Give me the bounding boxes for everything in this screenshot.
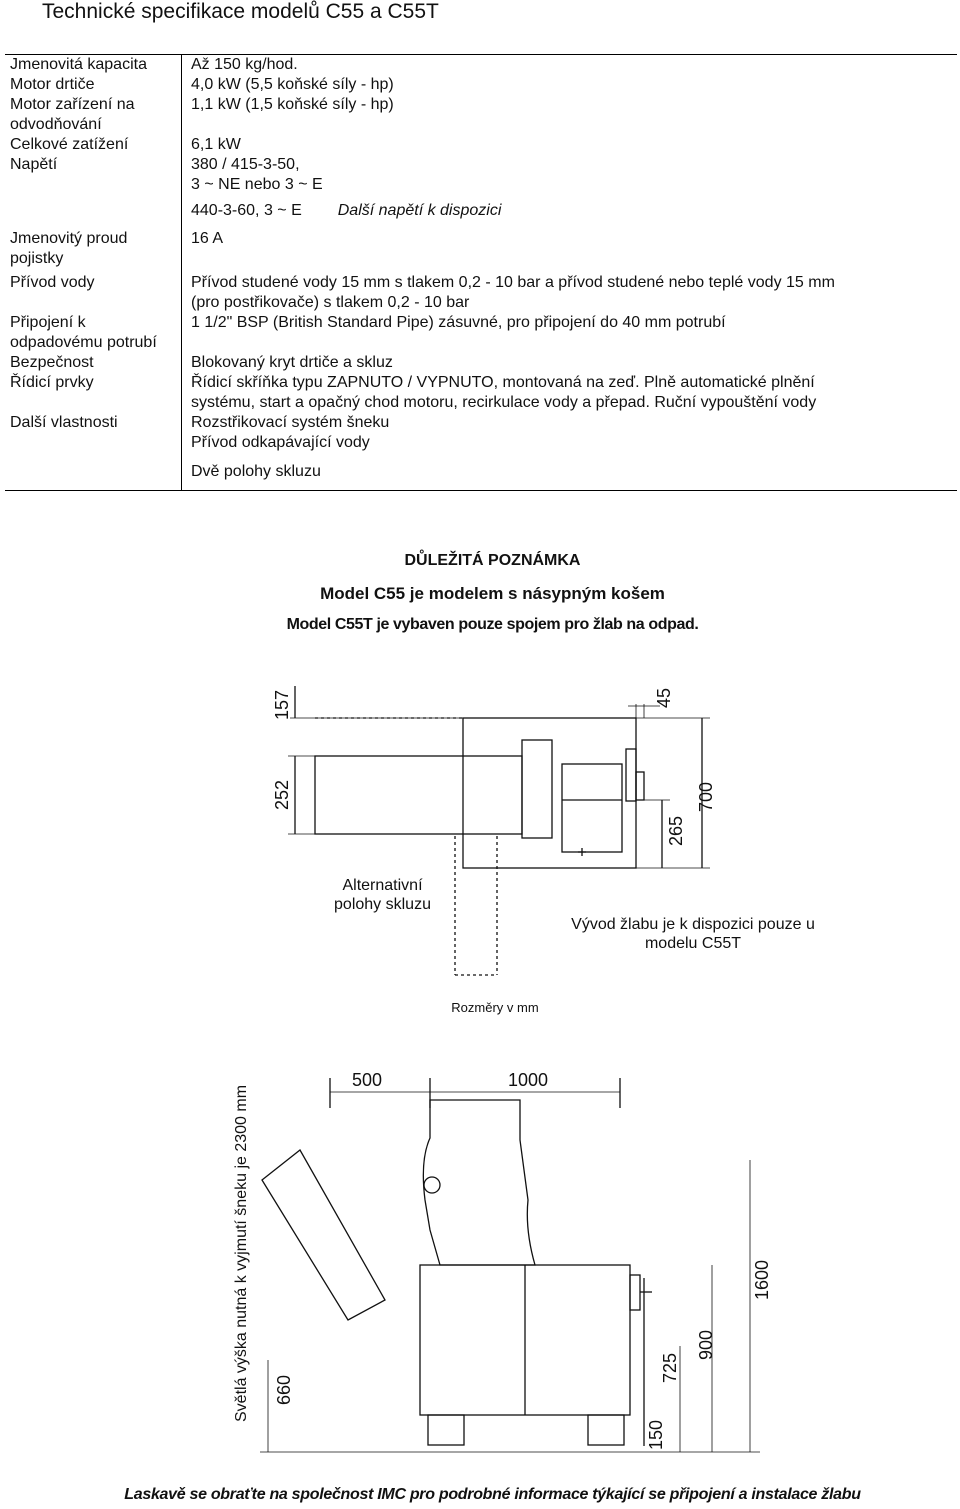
spec-value-line: Řídicí skříňka typu ZAPNUTO / VYPNUTO, montovaná na zeď. Plně automatické plnění	[191, 374, 815, 391]
spec-value-line: Přívod odkapávající vody	[191, 434, 370, 451]
spec-value-line: Blokovaný kryt drtiče a skluz	[191, 354, 393, 371]
side-view-drawing	[260, 1078, 760, 1452]
spec-label: Řídicí prvky	[10, 374, 94, 391]
spec-label: Jmenovitá kapacita	[5, 55, 182, 76]
spec-value-line: 3 ~ NE nebo 3 ~ E	[191, 176, 323, 193]
dim-157: 157	[272, 689, 292, 720]
spec-value-line: Přívod studené vody 15 mm s tlakem 0,2 - 10 bar a přívod studené nebo teplé vody 15 mm	[191, 274, 835, 291]
spec-value-line: 16 A	[191, 230, 224, 247]
important-note-line-1: Model C55 je modelem s násypným košem	[320, 584, 665, 603]
spec-label: Další vlastnosti	[10, 414, 118, 431]
spec-value-line: Dvě polohy skluzu	[191, 463, 321, 480]
spec-label: Motor zařízení na odvodňování	[10, 96, 135, 133]
spec-value-line: 6,1 kW	[191, 136, 241, 153]
spec-label: Jmenovitý proud pojistky	[10, 230, 128, 267]
chute-outline	[262, 1150, 385, 1320]
spec-label: Připojení k odpadovému potrubí	[10, 314, 157, 351]
dim-900: 900	[696, 1329, 716, 1360]
caption-alternative-positions: Alternativní polohy skluzu	[334, 877, 431, 913]
page-title: Technické specifikace modelů C55 a C55T	[42, 0, 439, 23]
spec-label: Motor drtiče	[10, 76, 95, 93]
dim-725: 725	[660, 1352, 680, 1383]
spec-label: Napětí	[10, 156, 58, 173]
dim-45: 45	[654, 687, 674, 708]
spec-value-line: 1 1/2" BSP (British Standard Pipe) zásuvné, pro připojení do 40 mm potrubí	[191, 314, 726, 331]
spec-value-line: 380 / 415-3-50,	[191, 156, 300, 173]
chute-outline	[315, 756, 522, 834]
clearance-height-label: Světlá výška nutná k vyjmutí šneku je 2300 mm	[233, 1084, 250, 1422]
spec-value-text: 440-3-60, 3 ~ E	[191, 202, 302, 219]
dim-1000: 1000	[508, 1070, 549, 1090]
spec-value-line: systému, start a opačný chod motoru, recirkulace vody a přepad. Ruční vypouštění vody	[191, 394, 817, 411]
spec-label: Přívod vody	[10, 274, 95, 291]
spec-value-line: 4,0 kW (5,5 koňské síly - hp)	[191, 76, 394, 93]
spec-note: Další napětí k dispozici	[337, 202, 502, 219]
dim-1600: 1600	[752, 1259, 772, 1300]
spec-value-line: Rozstřikovací systém šneku	[191, 414, 390, 431]
spec-value-line: Až 150 kg/hod.	[191, 56, 298, 73]
dim-500: 500	[352, 1070, 383, 1090]
footer-note: Laskavě se obraťte na společnost IMC pro podrobné informace týkající se připojení a instalace žlabu	[124, 1486, 861, 1503]
dim-660: 660	[274, 1374, 294, 1405]
dim-700: 700	[696, 781, 716, 812]
caption-outlet: Vývod žlabu je k dispozici pouze u modelu C55T	[571, 916, 815, 952]
caption-dimensions-unit: Rozměry v mm	[451, 1000, 539, 1015]
dim-265: 265	[666, 815, 686, 846]
dim-252: 252	[272, 779, 292, 810]
spec-label: Bezpečnost	[10, 354, 94, 371]
important-note-title: DŮLEŽITÁ POZNÁMKA	[404, 552, 581, 569]
important-note-line-2: Model C55T je vybaven pouze spojem pro žlab na odpad.	[286, 616, 699, 633]
spec-value-line: (pro postřikovače) s tlakem 0,2 - 10 bar	[191, 294, 470, 311]
spec-label: Celkové zatížení	[10, 136, 129, 153]
spec-value-line: 1,1 kW (1,5 koňské síly - hp)	[191, 96, 394, 113]
dim-150: 150	[646, 1419, 666, 1450]
